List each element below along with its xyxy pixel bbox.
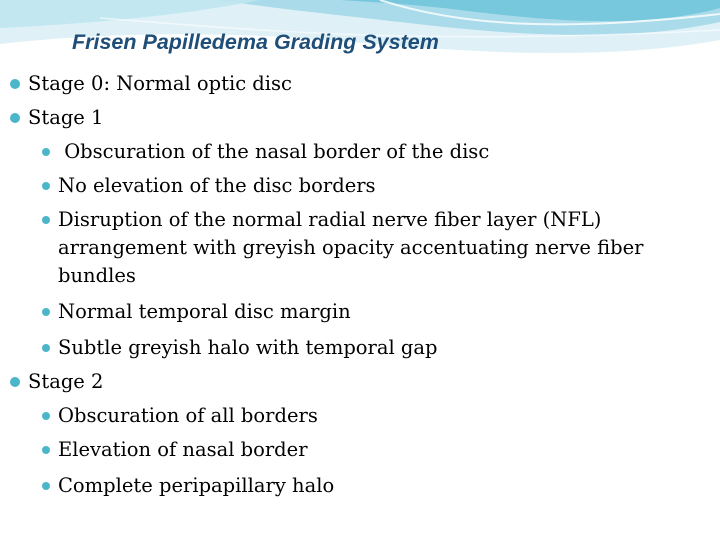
sub-bullet: [58, 436, 308, 464]
bullet-text: arrangement with greyish opacity accentuating nerve fiber: [58, 236, 644, 259]
sub-bullet: [58, 206, 643, 290]
bullet-text: Stage 0: Normal optic disc: [28, 72, 292, 95]
bullet-dot-icon: [42, 182, 50, 190]
bullet-dot-icon: [42, 308, 50, 316]
bullet-text: Obscuration of the nasal border of the disc: [58, 140, 490, 163]
bullet-text: Complete peripapillary halo: [58, 474, 335, 497]
sub-bullet: [58, 172, 376, 200]
bullet-text: Disruption of the normal radial nerve fiber layer (NFL): [58, 208, 602, 231]
bullet-dot-icon: [42, 482, 50, 490]
sub-bullet: [58, 472, 334, 500]
bullet-dot-icon: [10, 79, 20, 89]
sub-bullet: [58, 402, 318, 430]
sub-bullet: [58, 138, 489, 166]
bullet-dot-icon: [42, 446, 50, 454]
sub-bullet: [58, 334, 438, 362]
bullet-dot-icon: [10, 113, 20, 123]
bullet-stage-2: [28, 368, 103, 396]
bullet-dot-icon: [42, 412, 50, 420]
bullet-stage-0: [28, 70, 292, 98]
bullet-text: bundles: [58, 264, 136, 287]
bullet-text: Subtle greyish halo with temporal gap: [58, 336, 438, 359]
bullet-text: Stage 2: [28, 370, 104, 393]
bullet-text: Stage 1: [28, 106, 104, 129]
slide-title: Frisen Papilledema Grading System: [72, 30, 439, 54]
bullet-stage-1: [28, 104, 103, 132]
bullet-text: Obscuration of all borders: [58, 404, 318, 427]
bullet-dot-icon: [42, 148, 50, 156]
bullet-text: Normal temporal disc margin: [58, 300, 351, 323]
bullet-text: No elevation of the disc borders: [58, 174, 376, 197]
bullet-dot-icon: [42, 344, 50, 352]
bullet-dot-icon: [10, 377, 20, 387]
bullet-dot-icon: [42, 216, 50, 224]
bullet-text: Elevation of nasal border: [58, 438, 308, 461]
sub-bullet: [58, 298, 351, 326]
